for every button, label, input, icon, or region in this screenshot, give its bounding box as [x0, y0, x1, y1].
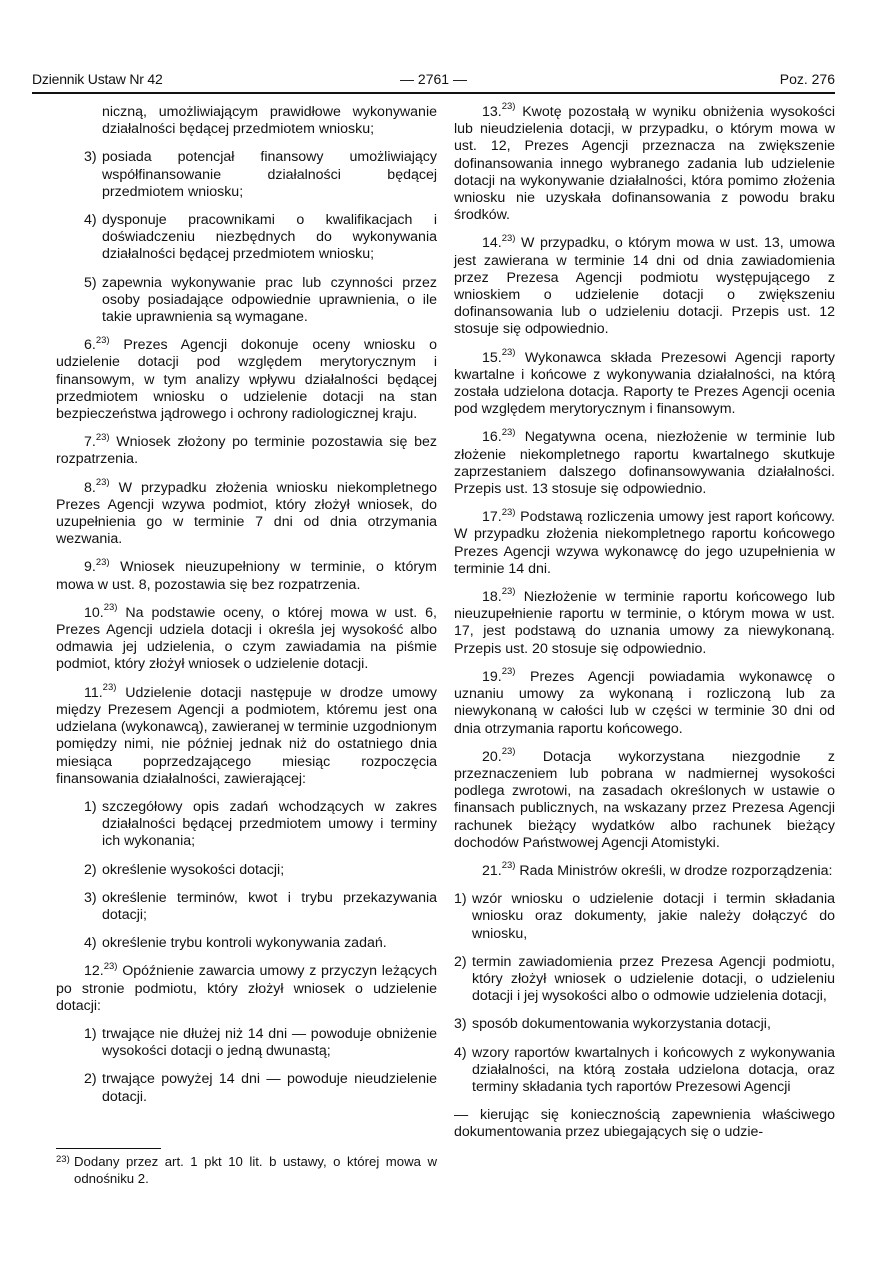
- list-item: [56, 1026, 437, 1060]
- footnote-ref[interactable]: 23): [95, 556, 110, 568]
- footnote-ref[interactable]: 23): [95, 431, 110, 443]
- footnote-ref[interactable]: 23): [501, 346, 516, 358]
- list-item: [454, 1045, 835, 1097]
- list-item: [454, 891, 835, 943]
- item-text: wzór wniosku o udzielenie dotacji i termin składania wniosku oraz dokumenty, jakie należy dołączyć do wniosku,: [472, 891, 835, 942]
- list-item: [56, 935, 437, 952]
- paragraph-20: [454, 745, 835, 852]
- item-number: 4): [454, 1044, 467, 1061]
- item-text: trwające nie dłużej niż 14 dni — powoduje obniżenie wysokości dotacji o jedną dwunastą;: [102, 1025, 437, 1060]
- paragraph-18: [454, 586, 835, 658]
- footnote-mark: 23): [56, 1154, 70, 1165]
- paragraph-number: 8.: [84, 479, 96, 496]
- item-text: posiada potencjał finansowy umożliwiający współfinansowanie działalności będącej przedmiotem wniosku;: [102, 149, 437, 200]
- item-text: termin zawiadomienia przez Prezesa Agencji podmiotu, który złożył wniosek o udzielenie dotacji, o udzieleniu dotacji i jej wysokości albo o odmowie udzielenia dotacji,: [472, 953, 835, 1005]
- closing-text: — kierując się koniecznością zapewnienia właściwego dokumentowania przez ubiegających się o udzie-: [454, 1107, 835, 1141]
- paragraph-number: 7.: [84, 434, 96, 451]
- item-number: 3): [454, 1016, 467, 1033]
- paragraph-text: Wniosek złożony po terminie pozostawia się bez rozpatrzenia.: [56, 434, 437, 468]
- paragraph-number: 17.: [482, 509, 502, 526]
- list-item: [56, 149, 437, 201]
- paragraph-number: 20.: [482, 748, 502, 765]
- paragraph-text: Dotacja wykorzystana niezgodnie z przeznaczeniem lub pobrana w nadmiernej wysokości podlega zwrotowi, na zasadach określonych w ustawie o finansach publicznych, na wskazany przez Prezesa Agencji rachunek bieżący wydatków albo rachunek bieżący dochodów Państwowej Agencji Atomistyki.: [454, 748, 835, 851]
- paragraph-number: 14.: [482, 235, 502, 252]
- paragraph-number: 11.: [84, 684, 103, 701]
- item-number: 4): [84, 935, 97, 952]
- paragraph-text: Udzielenie dotacji następuje w drodze umowy między Prezesem Agencji a podmiotem, któremu jest ona udzielana (wykonawcą), zawieranej w terminie uzgodnionym pomiędzy nimi, nie później jednak niż do ostatniego dnia miesiąca poprzedzającego miesiąc rozpoczęcia finansowania działalności, zawierającej:: [56, 684, 437, 787]
- footnote-ref[interactable]: 23): [103, 602, 118, 614]
- item-number: 2): [84, 861, 97, 878]
- paragraph-17: [454, 506, 835, 578]
- paragraph-number: 18.: [482, 589, 502, 606]
- footnote-divider: [56, 1148, 161, 1149]
- journal-title: Dziennik Ustaw Nr 42: [32, 71, 163, 87]
- item-text: określenie trybu kontroli wykonywania zadań.: [102, 935, 387, 952]
- item-text: trwające powyżej 14 dni — powoduje nieudzielenie dotacji.: [102, 1071, 437, 1105]
- item-number: 1): [84, 1025, 97, 1042]
- footnote-text: Dodany przez art. 1 pkt 10 lit. b ustawy, o której mowa w odnośniku 2.: [74, 1154, 437, 1186]
- footnote-ref[interactable]: 23): [103, 960, 118, 972]
- continuation-text: niczną, umożliwiającym prawidłowe wykonywanie działalności będącej przedmiotem wniosku;: [102, 104, 437, 138]
- page-number: — 2761 —: [400, 71, 467, 87]
- paragraph-number: 19.: [482, 668, 502, 685]
- paragraph-text: Na podstawie oceny, o której mowa w ust. 6, Prezes Agencji udziela dotacji i określa jej wysokość albo odmawia jej udzielenia, o czym zawiadamia na piśmie podmiot, który złożył wniosek o udzielenie dotacji.: [56, 604, 437, 673]
- paragraph-10: [56, 602, 437, 674]
- paragraph-8: [56, 476, 437, 549]
- footnote-ref[interactable]: 23): [102, 681, 117, 693]
- item-number: 3): [84, 889, 97, 906]
- paragraph-11: [56, 681, 437, 788]
- paragraph-text: Negatywna ocena, niezłożenie w terminie lub złożenie niekompletnego raportu kwartalnego skutkuje zaprzestaniem dalszego dofinansowywania działalności. Przepis ust. 13 stosuje się odpowiednio.: [454, 429, 835, 498]
- left-column: [56, 104, 437, 1117]
- item-text: określenie terminów, kwot i trybu przekazywania dotacji;: [102, 889, 437, 923]
- paragraph-9: [56, 556, 437, 593]
- item-number: 1): [84, 798, 97, 815]
- item-number: 2): [454, 953, 467, 970]
- item-text: dysponuje pracownikami o kwalifikacjach i doświadczeniu niezbędnych do wykonywania działalności będącej przedmiotem wniosku;: [102, 212, 437, 263]
- item-number: 4): [84, 212, 97, 229]
- paragraph-number: 10.: [84, 604, 104, 621]
- paragraph-15: [454, 346, 835, 419]
- paragraph-text: Wykonawca składa Prezesowi Agencji raporty kwartalne i końcowe z wykonywania działalności, na którą została udzielona dotacja. Raporty te Prezes Agencji ocenia pod względem merytorycznym i finansowym.: [454, 349, 835, 418]
- paragraph-text: Niezłożenie w terminie raportu końcowego lub nieuzupełnienie raportu w terminie, o którym mowa w ust. 17, jest podstawą do uznania umowy za niewykonaną. Przepis ust. 20 stosuje się odpowiednio.: [454, 589, 835, 657]
- item-text: zapewnia wykonywanie prac lub czynności przez osoby posiadające odpowiednie uprawnienia, o ile takie uprawnienia są wymagane.: [102, 274, 437, 326]
- paragraph-number: 15.: [482, 349, 502, 366]
- position-number: Poz. 276: [779, 71, 835, 87]
- paragraph-number: 6.: [84, 337, 96, 354]
- footnote: [56, 1154, 437, 1187]
- right-column: [454, 101, 835, 1153]
- item-text: określenie wysokości dotacji;: [102, 861, 285, 878]
- footnote-ref[interactable]: 23): [501, 426, 516, 438]
- page-header: [32, 66, 835, 94]
- paragraph-6: [56, 334, 437, 423]
- paragraph-number: 9.: [84, 559, 96, 576]
- paragraph-13: [454, 101, 835, 224]
- paragraph-number: 13.: [482, 104, 502, 120]
- footnote-ref[interactable]: 23): [95, 476, 110, 488]
- paragraph-16: [454, 426, 835, 498]
- paragraph-text: Podstawą rozliczenia umowy jest raport końcowy. W przypadku złożenia niekompletnego raportu końcowego Prezes Agencji wzywa wykonawcę do jego uzupełnienia w terminie 14 dni.: [454, 509, 835, 577]
- footnote-ref[interactable]: 23): [501, 666, 516, 678]
- item-number: 2): [84, 1071, 97, 1088]
- paragraph-number: 21.: [482, 862, 502, 879]
- paragraph-text: Kwotę pozostałą w wyniku obniżenia wysokości lub nieudzielenia dotacji, w przypadku, o którym mowa w ust. 12, Prezes Agencji przeznacza na zwiększenie dofinansowania innego wybranego zadania lub udzielenie dotacji na wykonywanie działalności, która pomimo złożenia wniosku nie uzyskała dofinansowania z powodu braku środków.: [454, 104, 835, 224]
- footnote-ref[interactable]: 23): [95, 334, 110, 346]
- list-item: [56, 890, 437, 924]
- paragraph-text: W przypadku, o którym mowa w ust. 13, umowa jest zawierana w terminie 14 dni od dnia zawiadomienia przez Prezesa Agencji podmiotu występującego z wnioskiem o udzielenie dotacji o zwiększeniu dofinansowania lub o udzieleniu dotacji. Przepis ust. 12 stosuje się odpowiednio.: [454, 235, 835, 338]
- paragraph-12: [56, 960, 437, 1015]
- paragraph-7: [56, 431, 437, 468]
- list-item: [56, 1071, 437, 1105]
- item-text: szczegółowy opis zadań wchodzących w zakres działalności będącej przedmiotem umowy i terminy ich wykonania;: [102, 798, 437, 850]
- paragraph-text: W przypadku złożenia wniosku niekompletnego Prezes Agencji wzywa podmiot, który złożył wniosek, do uzupełnienia go w terminie 7 dni od dnia otrzymania wezwania.: [56, 479, 437, 548]
- footnote-ref[interactable]: 23): [501, 101, 516, 113]
- paragraph-number: 16.: [482, 429, 502, 446]
- paragraph-text: Prezes Agencji powiadamia wykonawcę o uznaniu umowy za wykonaną i rozliczoną lub za niewykonaną w całości lub w części w terminie 30 dni od dnia otrzymania raportu końcowego.: [454, 668, 835, 737]
- paragraph-19: [454, 666, 835, 738]
- list-item: [454, 954, 835, 1006]
- paragraph-text: Prezes Agencji dokonuje oceny wniosku o udzielenie dotacji pod względem merytorycznym i finansowym, w tym analizy wpływu działalności będącej przedmiotem wniosku o udzielenie dotacji na stan bezpieczeństwa jądrowego i ochrony radiologicznej kraju.: [56, 337, 437, 423]
- list-item: [56, 275, 437, 327]
- item-number: 5): [84, 274, 97, 291]
- item-number: 3): [84, 149, 97, 166]
- list-item: [56, 862, 437, 879]
- list-item: [454, 1016, 835, 1033]
- paragraph-text: Wniosek nieuzupełniony w terminie, o którym mowa w ust. 8, pozostawia się bez rozpatrzenia.: [56, 559, 437, 593]
- paragraph-text: Rada Ministrów określi, w drodze rozporządzenia:: [515, 862, 833, 879]
- item-number: 1): [454, 891, 467, 908]
- footnote-ref[interactable]: 23): [501, 860, 516, 872]
- list-item: [56, 212, 437, 264]
- paragraph-number: 12.: [84, 963, 104, 980]
- footnote-ref[interactable]: 23): [501, 586, 516, 598]
- item-text: sposób dokumentowania wykorzystania dotacji,: [472, 1016, 771, 1033]
- footnote-ref[interactable]: 23): [501, 506, 516, 518]
- footnote-ref[interactable]: 23): [501, 745, 516, 757]
- paragraph-14: [454, 232, 835, 338]
- list-item: [56, 799, 437, 851]
- paragraph-text: Opóźnienie zawarcia umowy z przyczyn leżących po stronie podmiotu, który złożył wniosek o udzielenie dotacji:: [56, 963, 437, 1014]
- paragraph-21: [454, 860, 835, 880]
- footnote-ref[interactable]: 23): [501, 232, 516, 244]
- item-text: wzory raportów kwartalnych i końcowych z wykonywania działalności, na którą została udzielona dotacja, oraz terminy składania tych raportów Prezesowi Agencji: [472, 1044, 835, 1095]
